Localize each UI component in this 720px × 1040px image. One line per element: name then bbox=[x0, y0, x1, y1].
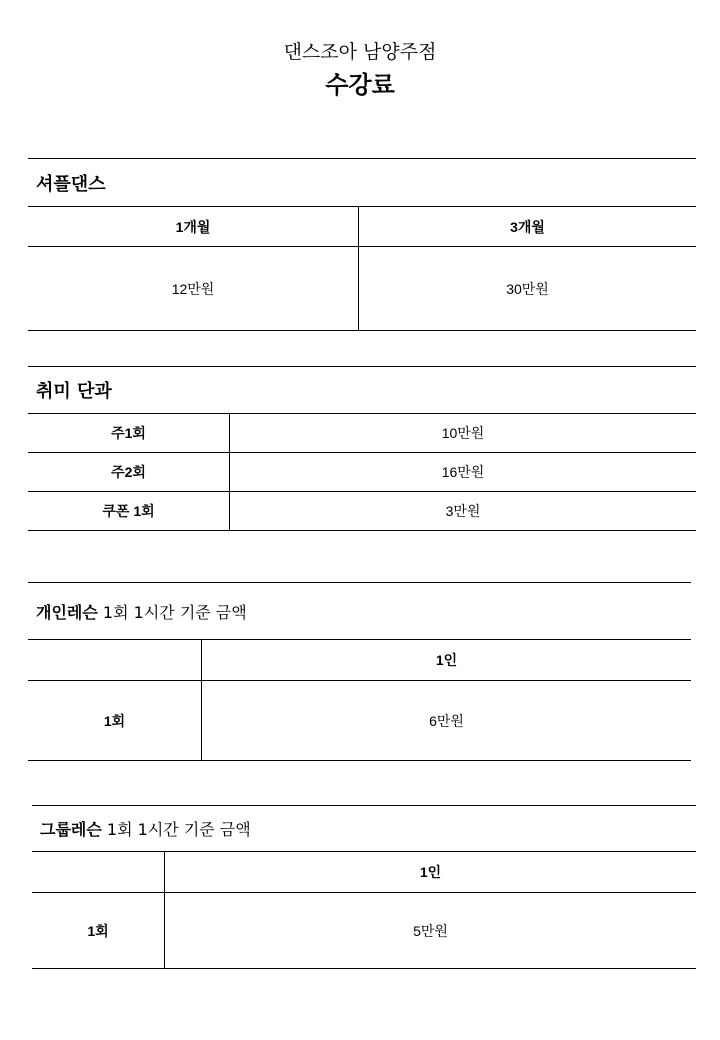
private-price-table bbox=[28, 639, 691, 761]
section-title-private bbox=[28, 582, 691, 639]
table-row bbox=[28, 492, 696, 531]
hobby-section bbox=[28, 366, 696, 531]
page-title: 수강료 bbox=[325, 71, 395, 99]
price-1-month: 12만원 bbox=[28, 247, 359, 331]
row-price: 6만원 bbox=[202, 681, 692, 761]
empty-header-cell bbox=[28, 640, 202, 681]
group-price-table bbox=[32, 851, 696, 969]
table-row bbox=[28, 453, 696, 492]
column-header-1-person: 1인 bbox=[165, 852, 697, 893]
section-title-group-label: 그룹레슨 bbox=[40, 820, 102, 839]
group-section bbox=[32, 805, 696, 969]
private-section bbox=[28, 582, 691, 761]
section-title-group-note: 1회 1시간 기준 금액 bbox=[101, 820, 251, 839]
shuffle-price-table bbox=[28, 206, 696, 331]
section-title-hobby: 취미 단과 bbox=[28, 366, 696, 413]
row-price: 3만원 bbox=[230, 492, 697, 531]
section-title-private-label: 개인레슨 bbox=[36, 602, 98, 622]
studio-name: 댄스조아 남양주점 bbox=[283, 41, 437, 63]
row-label: 주1회 bbox=[28, 414, 230, 453]
table-row bbox=[28, 414, 696, 453]
column-header-1-person: 1인 bbox=[202, 640, 692, 681]
hobby-price-table bbox=[28, 413, 696, 531]
row-label: 주2회 bbox=[28, 453, 230, 492]
section-title-shuffle: 셔플댄스 bbox=[28, 158, 696, 206]
column-header-3-months: 3개월 bbox=[359, 207, 697, 247]
row-price: 16만원 bbox=[230, 453, 697, 492]
row-label: 쿠폰 1회 bbox=[28, 492, 230, 531]
row-label: 1회 bbox=[32, 893, 165, 969]
row-price: 5만원 bbox=[165, 893, 697, 969]
section-title-group bbox=[32, 805, 696, 851]
column-header-1-month: 1개월 bbox=[28, 207, 359, 247]
row-price: 10만원 bbox=[230, 414, 697, 453]
price-3-months: 30만원 bbox=[359, 247, 697, 331]
shuffle-section bbox=[28, 158, 696, 331]
page-header bbox=[0, 38, 720, 102]
row-label: 1회 bbox=[28, 681, 202, 761]
section-title-private-note: 1회 1시간 기준 금액 bbox=[97, 602, 247, 622]
empty-header-cell bbox=[32, 852, 165, 893]
